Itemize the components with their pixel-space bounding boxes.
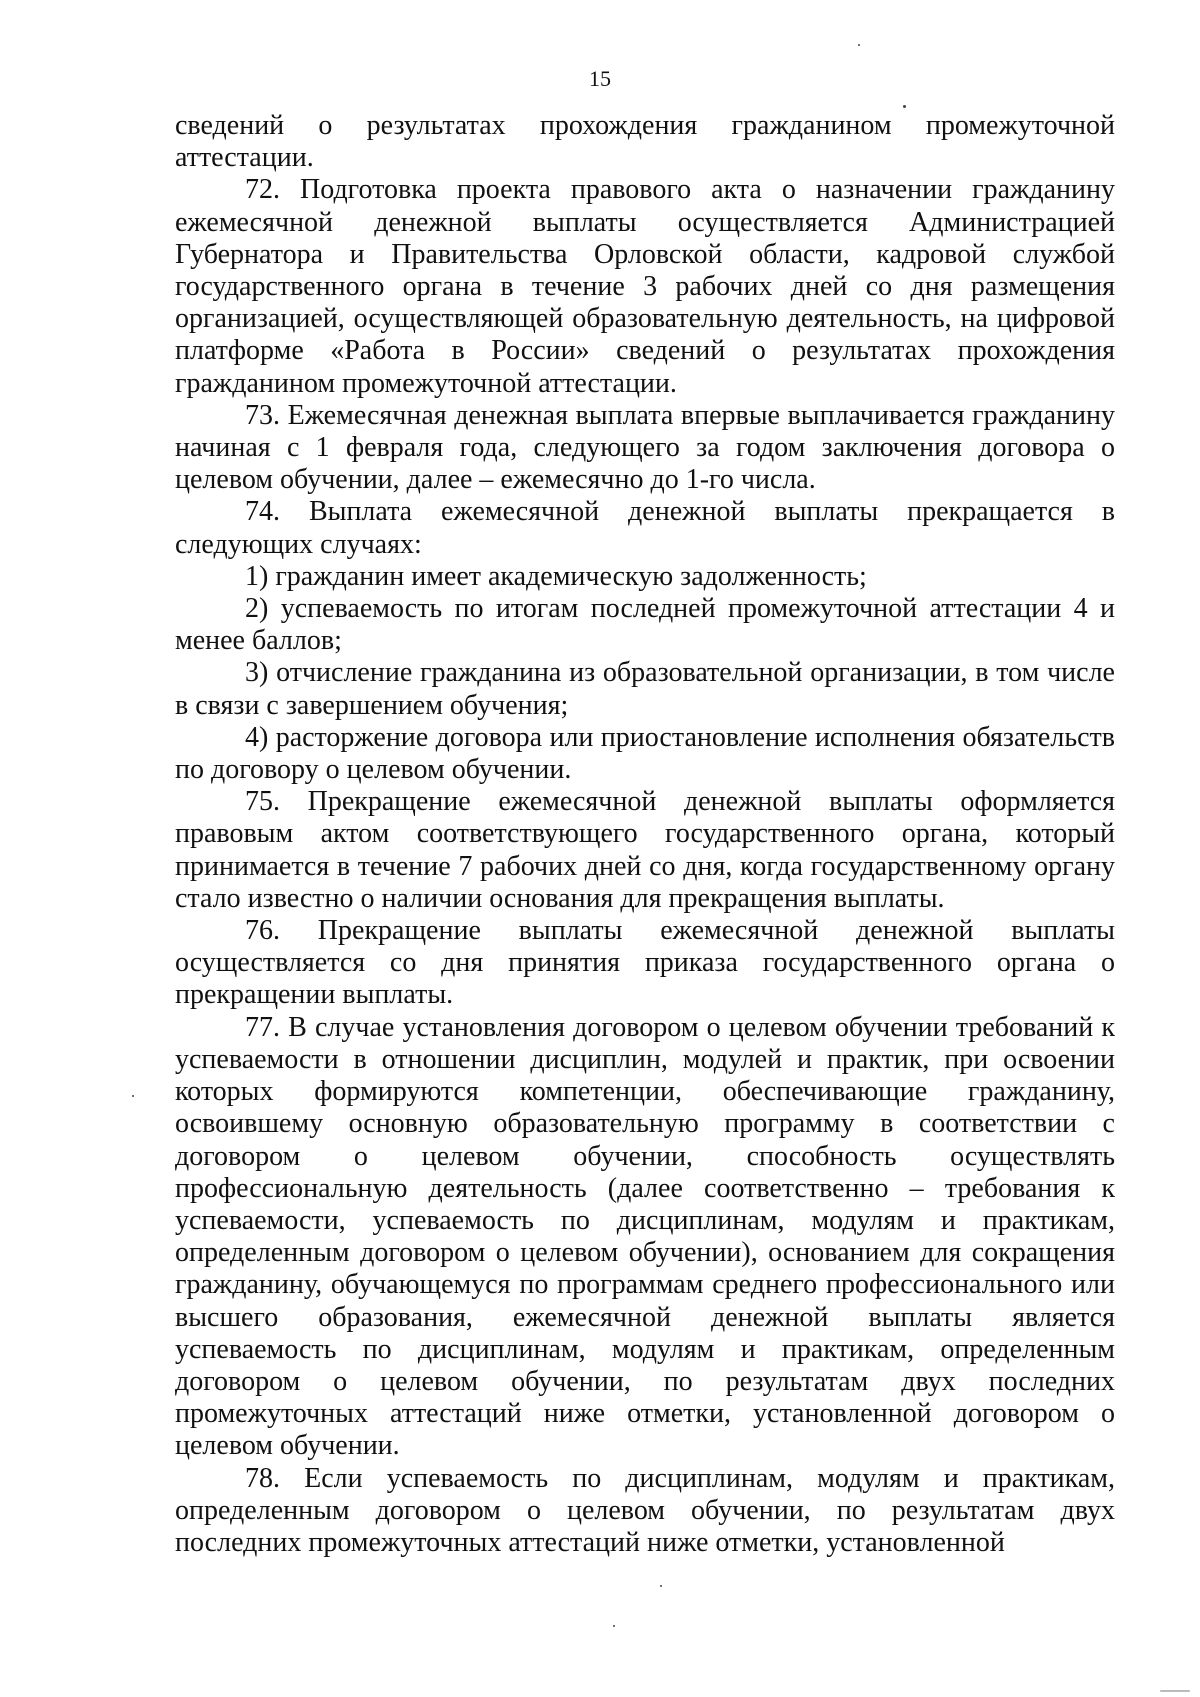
scan-speck (903, 105, 906, 108)
paragraph-73: 73. Ежемесячная денежная выплата впервые выплачивается гражданину начиная с 1 февраля года, следующего за годом заключения договора о целевом обучении, далее – ежемесячно до 1-го числа. (175, 399, 1115, 496)
paragraph-continuation: сведений о результатах прохождения гражданином промежуточной аттестации. (175, 110, 1115, 174)
document-body (175, 110, 1115, 1559)
list-item-1: 1) гражданин имеет академическую задолженность; (245, 560, 867, 592)
paragraph-76: 76. Прекращение выплаты ежемесячной денежной выплаты осуществляется со дня принятия приказа государственного органа о прекращении выплаты. (175, 915, 1115, 1011)
scan-speck (858, 44, 860, 46)
paragraph-74: 74. Выплата ежемесячной денежной выплаты прекращается в следующих случаях: (175, 496, 1115, 560)
scan-speck (132, 1095, 134, 1097)
page-number: 15 (589, 66, 611, 91)
paragraph-75: 75. Прекращение ежемесячной денежной выплаты оформляется правовым актом соответствующего государственного органа, который принимается в течение 7 рабочих дней со дня, когда государственному органу стало известно о наличии основания для прекращения выплаты. (175, 786, 1115, 914)
list-item-2: 2) успеваемость по итогам последней промежуточной аттестации 4 и менее баллов; (175, 593, 1115, 657)
paragraph-72: 72. Подготовка проекта правового акта о назначении гражданину ежемесячной денежной выплаты осуществляется Администрацией Губернатора и Правительства Орловской области, кадровой службой государственного органа в течение 3 рабочих дней со дня размещения организацией, осуществляющей образовательную деятельность, на цифровой платформе «Работа в России» сведений о результатах прохождения гражданином промежуточной аттестации. (175, 174, 1115, 399)
paragraph-78: 78. Если успеваемость по дисциплинам, модулям и практикам, определенным договором о целевом обучении, по результатам двух последних промежуточных аттестаций ниже отметки, установленной (175, 1462, 1115, 1558)
list-item-3: 3) отчисление гражданина из образовательной организации, в том числе в связи с завершением обучения; (175, 657, 1115, 721)
list-item-4: 4) расторжение договора или приостановление исполнения обязательств по договору о целевом обучении. (175, 721, 1115, 786)
scan-speck (1160, 1690, 1190, 1692)
paragraph-77: 77. В случае установления договором о целевом обучении требований к успеваемости в отношении дисциплин, модулей и практик, при освоении которых формируются компетенции, обеспечивающие гражданину, освоившему основную образовательную программу в соответствии с договором о целевом обучении, способность осуществлять профессиональную деятельность (далее соответственно – требования к успеваемости, успеваемость по дисциплинам, модулям и практикам, определенным договором о целевом обучении), основанием для сокращения гражданину, обучающемуся по программам среднего профессионального или высшего образования, ежемесячной денежной выплаты является успеваемость по дисциплинам, модулям и практикам, определенным договором о целевом обучении, по результатам двух последних промежуточных аттестаций ниже отметки, установленной договором о целевом обучении. (175, 1011, 1115, 1462)
scan-speck (660, 1585, 662, 1587)
scan-speck (613, 1625, 615, 1627)
